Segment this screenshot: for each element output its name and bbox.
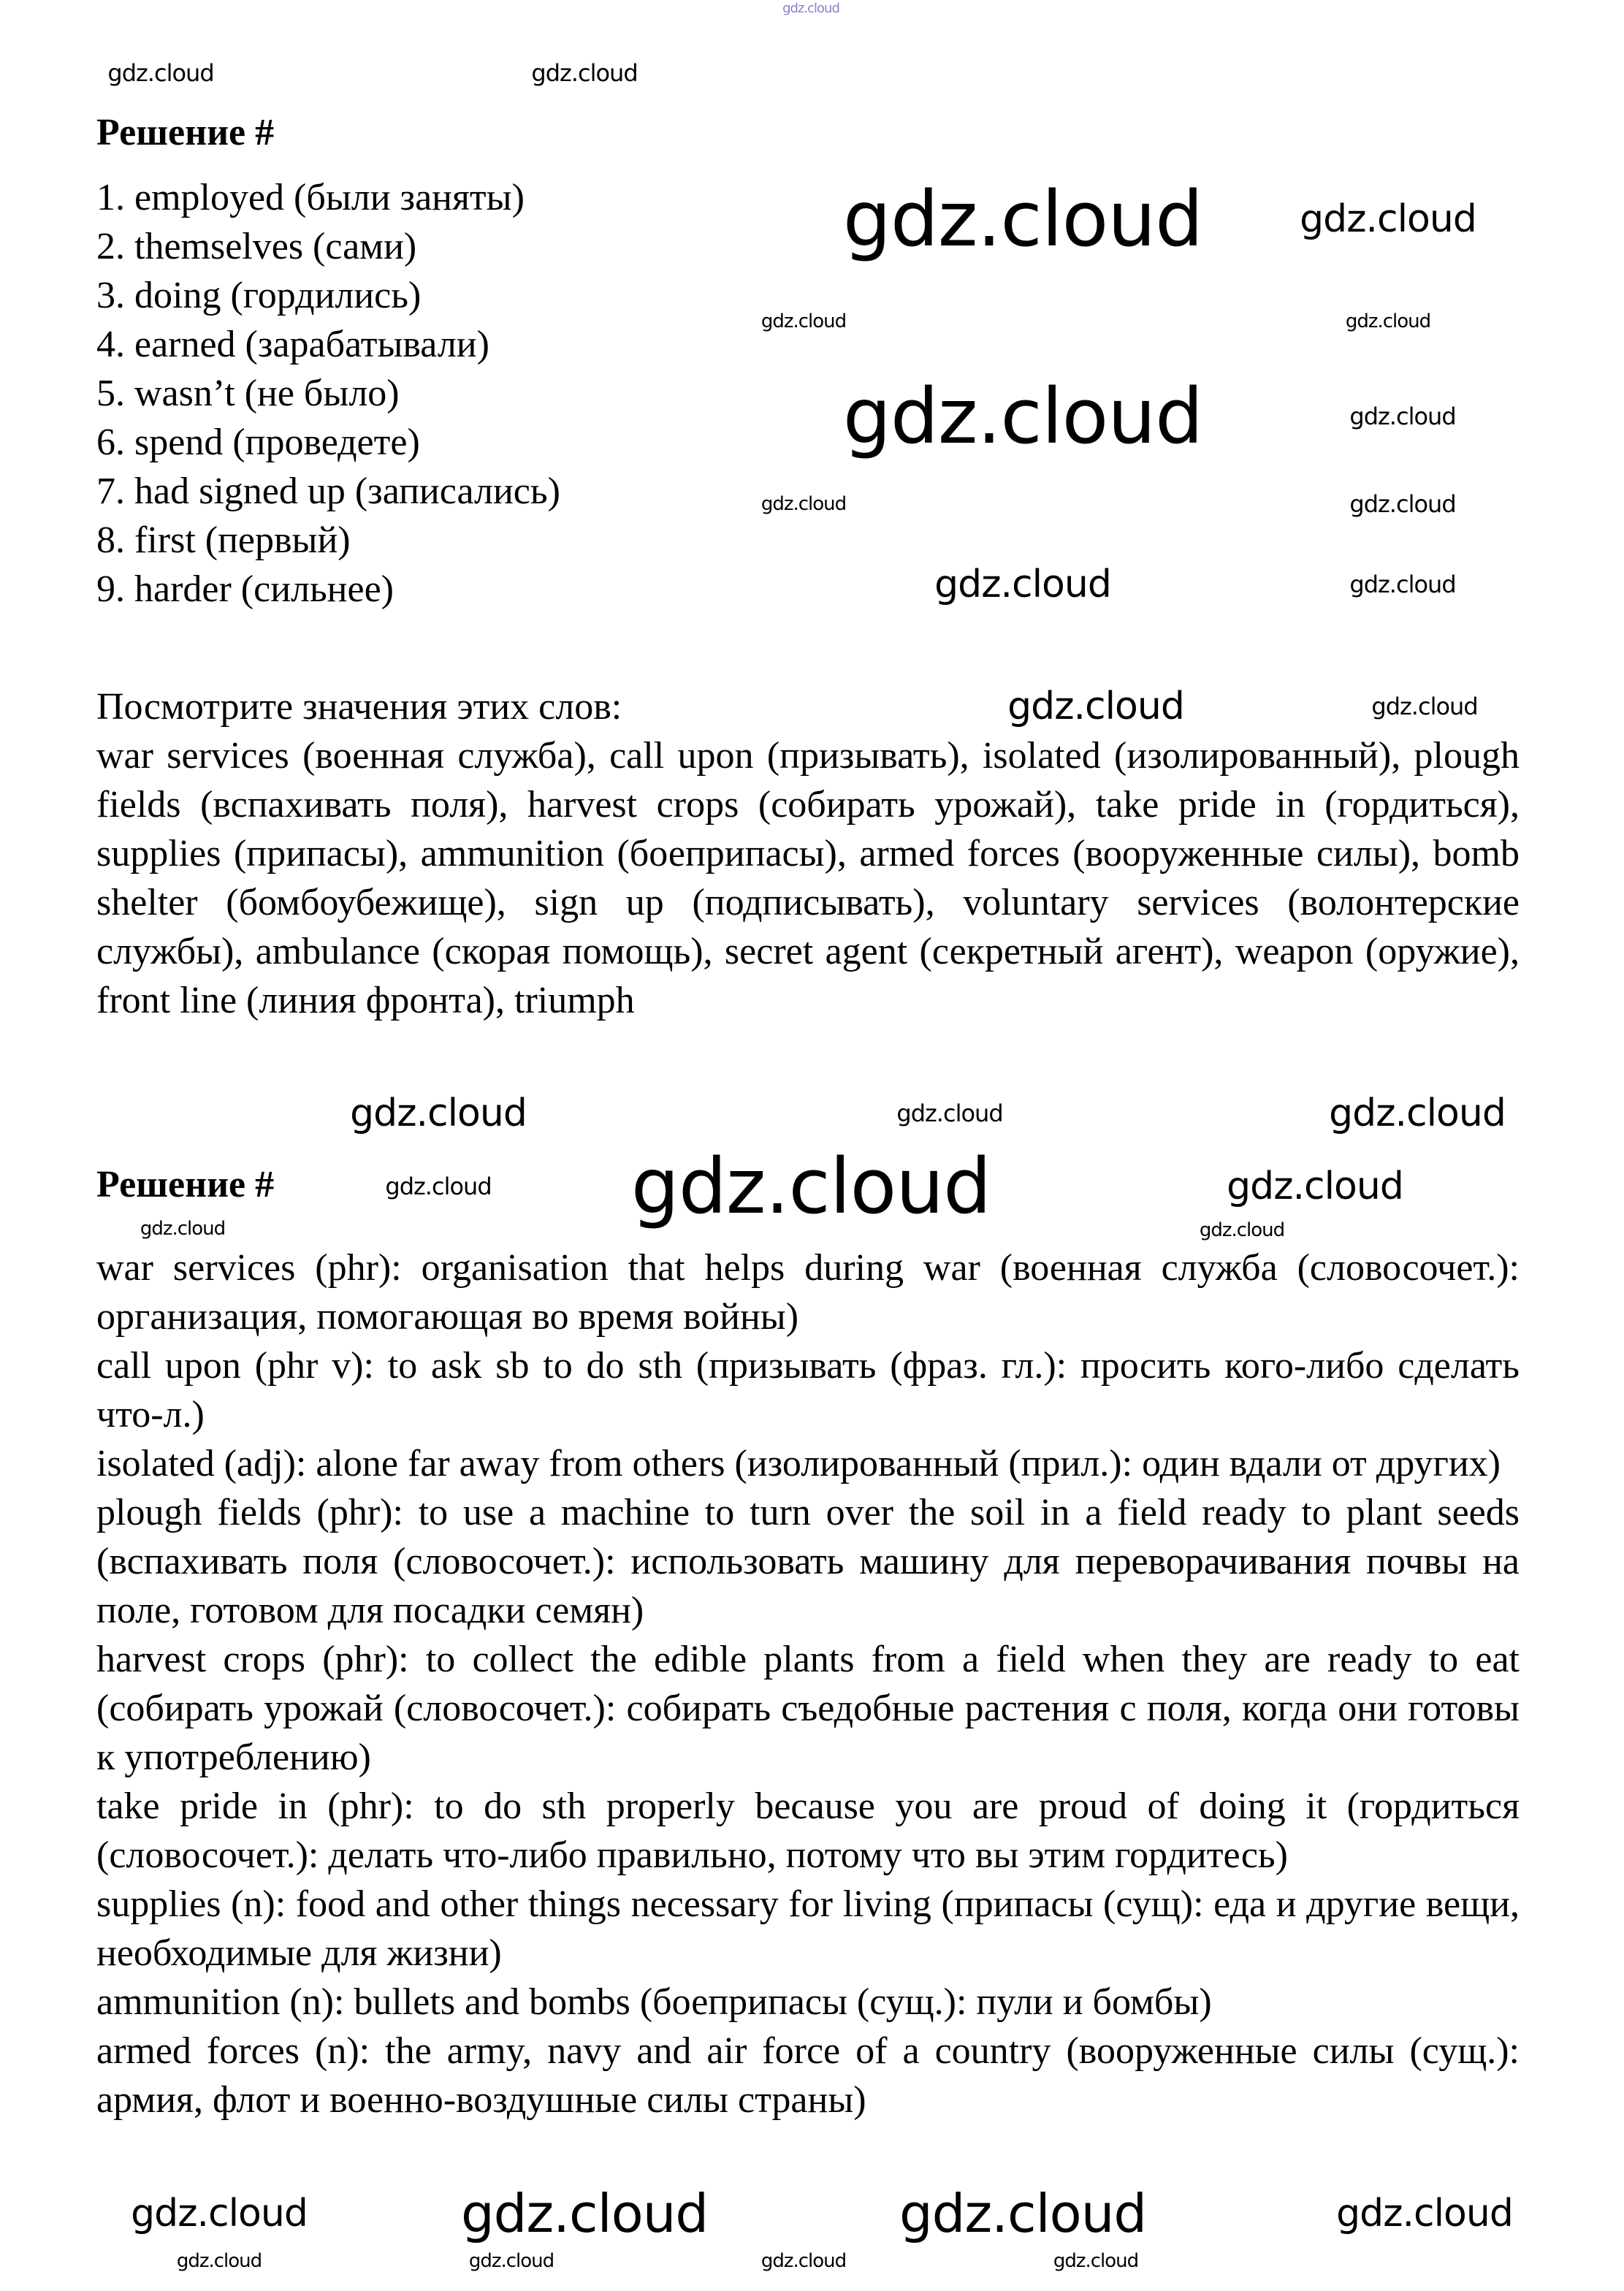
watermark: gdz.cloud	[1329, 1091, 1506, 1135]
definition-item: take pride in (phr): to do sth properly because you are proud of doing it (гордиться (словосочет.): делать что-либо правильно, потому что вы этим гордитесь)	[96, 1785, 1520, 1876]
watermark: gdz.cloud	[385, 1173, 492, 1200]
watermark: gdz.cloud	[140, 1218, 226, 1240]
bottom-watermarks	[0, 2184, 1624, 2279]
watermark: gdz.cloud	[1349, 403, 1456, 430]
watermark: gdz.cloud	[1371, 693, 1478, 720]
watermark: gdz.cloud	[107, 59, 214, 87]
watermark: gdz.cloud	[760, 2250, 847, 2272]
answer-item: 1. employed (были заняты)	[96, 177, 525, 218]
watermark: gdz.cloud	[896, 1099, 1003, 1127]
section-heading: Решение #	[96, 1164, 275, 1205]
solution-section-1	[96, 108, 1520, 614]
answer-item: 5. wasn’t (не было)	[96, 373, 400, 414]
watermark: gdz.cloud	[1336, 2192, 1513, 2235]
definition-item: call upon (phr v): to ask sb to do sth (призывать (фраз. гл.): просить кого-либо сделать что-л.)	[96, 1345, 1520, 1436]
vocabulary-list: war services (военная служба), call upon (призывать), isolated (изолированный), plough fields (вспахивать поля), harvest crops (собирать урожай), take pride in (гордиться), supplies (припасы), ammunition (боеприпасы), armed forces (вооруженные силы), bomb shelter (бомбоубежище), sign up (подписывать), voluntary services (волонтерские службы), ambulance (скорая помощь), secret agent (секретный агент), weapon (оружие), front line (линия фронта), triumph	[96, 735, 1520, 1021]
watermark: gdz.cloud	[131, 2192, 308, 2235]
definition-item: supplies (n): food and other things necessary for living (припасы (сущ): еда и другие вещи, необходимые для жизни)	[96, 1883, 1520, 1974]
watermark: gdz.cloud	[934, 563, 1111, 606]
answer-item: 4. earned (зарабатывали)	[96, 324, 489, 365]
watermark: gdz.cloud	[1227, 1164, 1403, 1208]
definition-item: ammunition (n): bullets and bombs (боеприпасы (сущ.): пули и бомбы)	[96, 1981, 1212, 2023]
answer-item: 7. had signed up (записались)	[96, 470, 560, 512]
vocabulary-section	[96, 682, 1520, 1025]
watermark: gdz.cloud	[782, 1, 839, 16]
watermark: gdz.cloud	[350, 1091, 527, 1135]
definition-item: war services (phr): organisation that helps during war (военная служба (словосочет.): организация, помогающая во время войны)	[96, 1247, 1520, 1338]
watermark: gdz.cloud	[460, 2183, 709, 2244]
watermark: gdz.cloud	[760, 493, 847, 515]
watermark: gdz.cloud	[1199, 1219, 1285, 1241]
definition-item: isolated (adj): alone far away from others (изолированный (прил.): один вдали от других)	[96, 1443, 1501, 1484]
watermark: gdz.cloud	[1345, 310, 1431, 332]
answer-item: 3. doing (гордились)	[96, 275, 422, 316]
watermark: gdz.cloud	[842, 175, 1203, 264]
answer-item: 6. spend (проведете)	[96, 422, 420, 463]
answer-item: 9. harder (сильнее)	[96, 568, 394, 610]
watermark: gdz.cloud	[1349, 571, 1456, 598]
answer-item: 2. themselves (сами)	[96, 226, 417, 267]
watermark: gdz.cloud	[531, 59, 638, 87]
answer-item: 8. first (первый)	[96, 519, 351, 561]
watermark: gdz.cloud	[468, 2250, 554, 2272]
watermark: gdz.cloud	[1053, 2250, 1139, 2272]
definition-item: harvest crops (phr): to collect the edible plants from a field when they are ready to eat (собирать урожай (словосочет.): собирать съедобные растения с поля, когда они готовы к употреблению)	[96, 1639, 1520, 1778]
watermark: gdz.cloud	[1007, 685, 1184, 728]
definition-item: plough fields (phr): to use a machine to turn over the soil in a field ready to plant seeds (вспахивать поля (словосочет.): использовать машину для переворачивания почвы на поле, готовом для посадки семян)	[96, 1492, 1520, 1631]
section-heading: Решение #	[96, 112, 275, 153]
vocabulary-intro: Посмотрите значения этих слов:	[96, 686, 622, 728]
watermark: gdz.cloud	[1349, 490, 1456, 518]
watermark: gdz.cloud	[899, 2183, 1147, 2244]
watermark: gdz.cloud	[842, 372, 1203, 461]
definition-item: armed forces (n): the army, navy and air force of a country (вооруженные силы (сущ.): армия, флот и военно-воздушные силы страны)	[96, 2030, 1520, 2121]
watermark: gdz.cloud	[760, 310, 847, 332]
watermark: gdz.cloud	[630, 1142, 991, 1231]
solution-section-2	[96, 1160, 1520, 2124]
watermark: gdz.cloud	[176, 2250, 262, 2272]
watermark: gdz.cloud	[1300, 197, 1476, 241]
